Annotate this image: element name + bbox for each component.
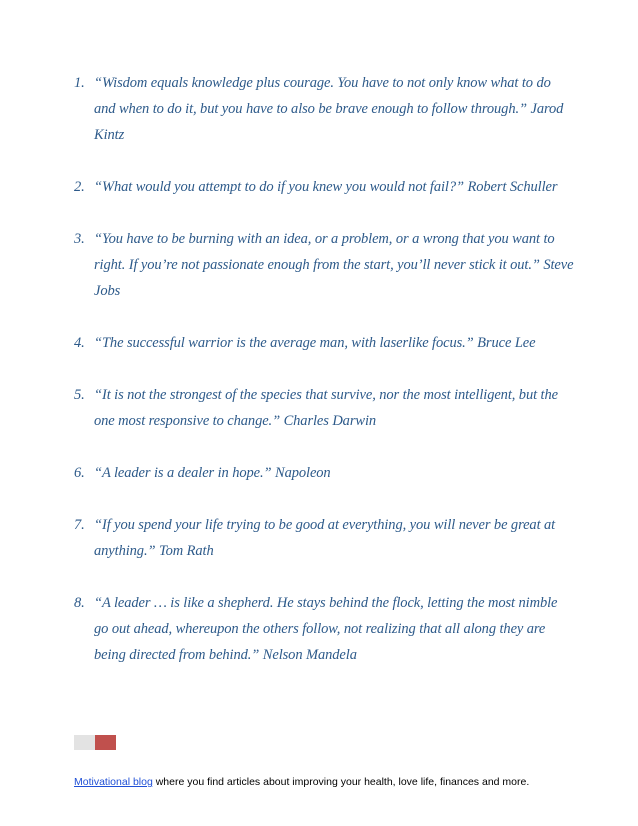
quote-number: 6. — [74, 465, 85, 481]
quote-text: “The successful warrior is the average man, with laserlike focus.” Bruce Lee — [94, 335, 536, 351]
quote-number: 3. — [74, 231, 85, 247]
quote-number: 2. — [74, 179, 85, 195]
quote-text: “A leader is a dealer in hope.” Napoleon — [94, 465, 331, 481]
quote-text: “It is not the strongest of the species that survive, nor the most intelligent, but the one most responsive to change.” Charles Darwin — [94, 387, 558, 429]
quote-number: 8. — [74, 595, 85, 611]
motivational-blog-link[interactable]: Motivational blog — [74, 776, 153, 788]
quote-text: “A leader … is like a shepherd. He stays behind the flock, letting the most nimble go out ahead, whereupon the others follow, not realizing that all along they are being directed from behind.” Nelson Mandela — [94, 595, 558, 663]
footer-text — [74, 775, 574, 789]
quote-item — [74, 512, 574, 564]
footer-decoration — [74, 735, 116, 750]
quote-number: 7. — [74, 517, 85, 533]
footer-description: where you find articles about improving your health, love life, finances and more. — [152, 776, 530, 788]
footer-red-block — [95, 735, 116, 750]
quote-text: “You have to be burning with an idea, or a problem, or a wrong that you want to right. If you’re not passionate enough from the start, you’ll never stick it out.” Steve Jobs — [94, 231, 574, 299]
quote-item — [74, 460, 574, 486]
quote-number: 5. — [74, 387, 85, 403]
quote-number: 1. — [74, 75, 85, 91]
quote-item — [74, 382, 574, 434]
quote-item — [74, 70, 574, 148]
quote-item — [74, 590, 574, 668]
quote-item — [74, 330, 574, 356]
quote-number: 4. — [74, 335, 85, 351]
quote-text: “If you spend your life trying to be good at everything, you will never be great at anything.” Tom Rath — [94, 517, 556, 559]
footer-gray-block — [74, 735, 95, 750]
quote-text: “Wisdom equals knowledge plus courage. You have to not only know what to do and when to do it, but you have to also be brave enough to follow through.” Jarod Kintz — [94, 75, 564, 143]
quote-list — [74, 70, 574, 694]
quote-text: “What would you attempt to do if you knew you would not fail?” Robert Schuller — [94, 179, 558, 195]
quote-item — [74, 174, 574, 200]
quote-item — [74, 226, 574, 304]
